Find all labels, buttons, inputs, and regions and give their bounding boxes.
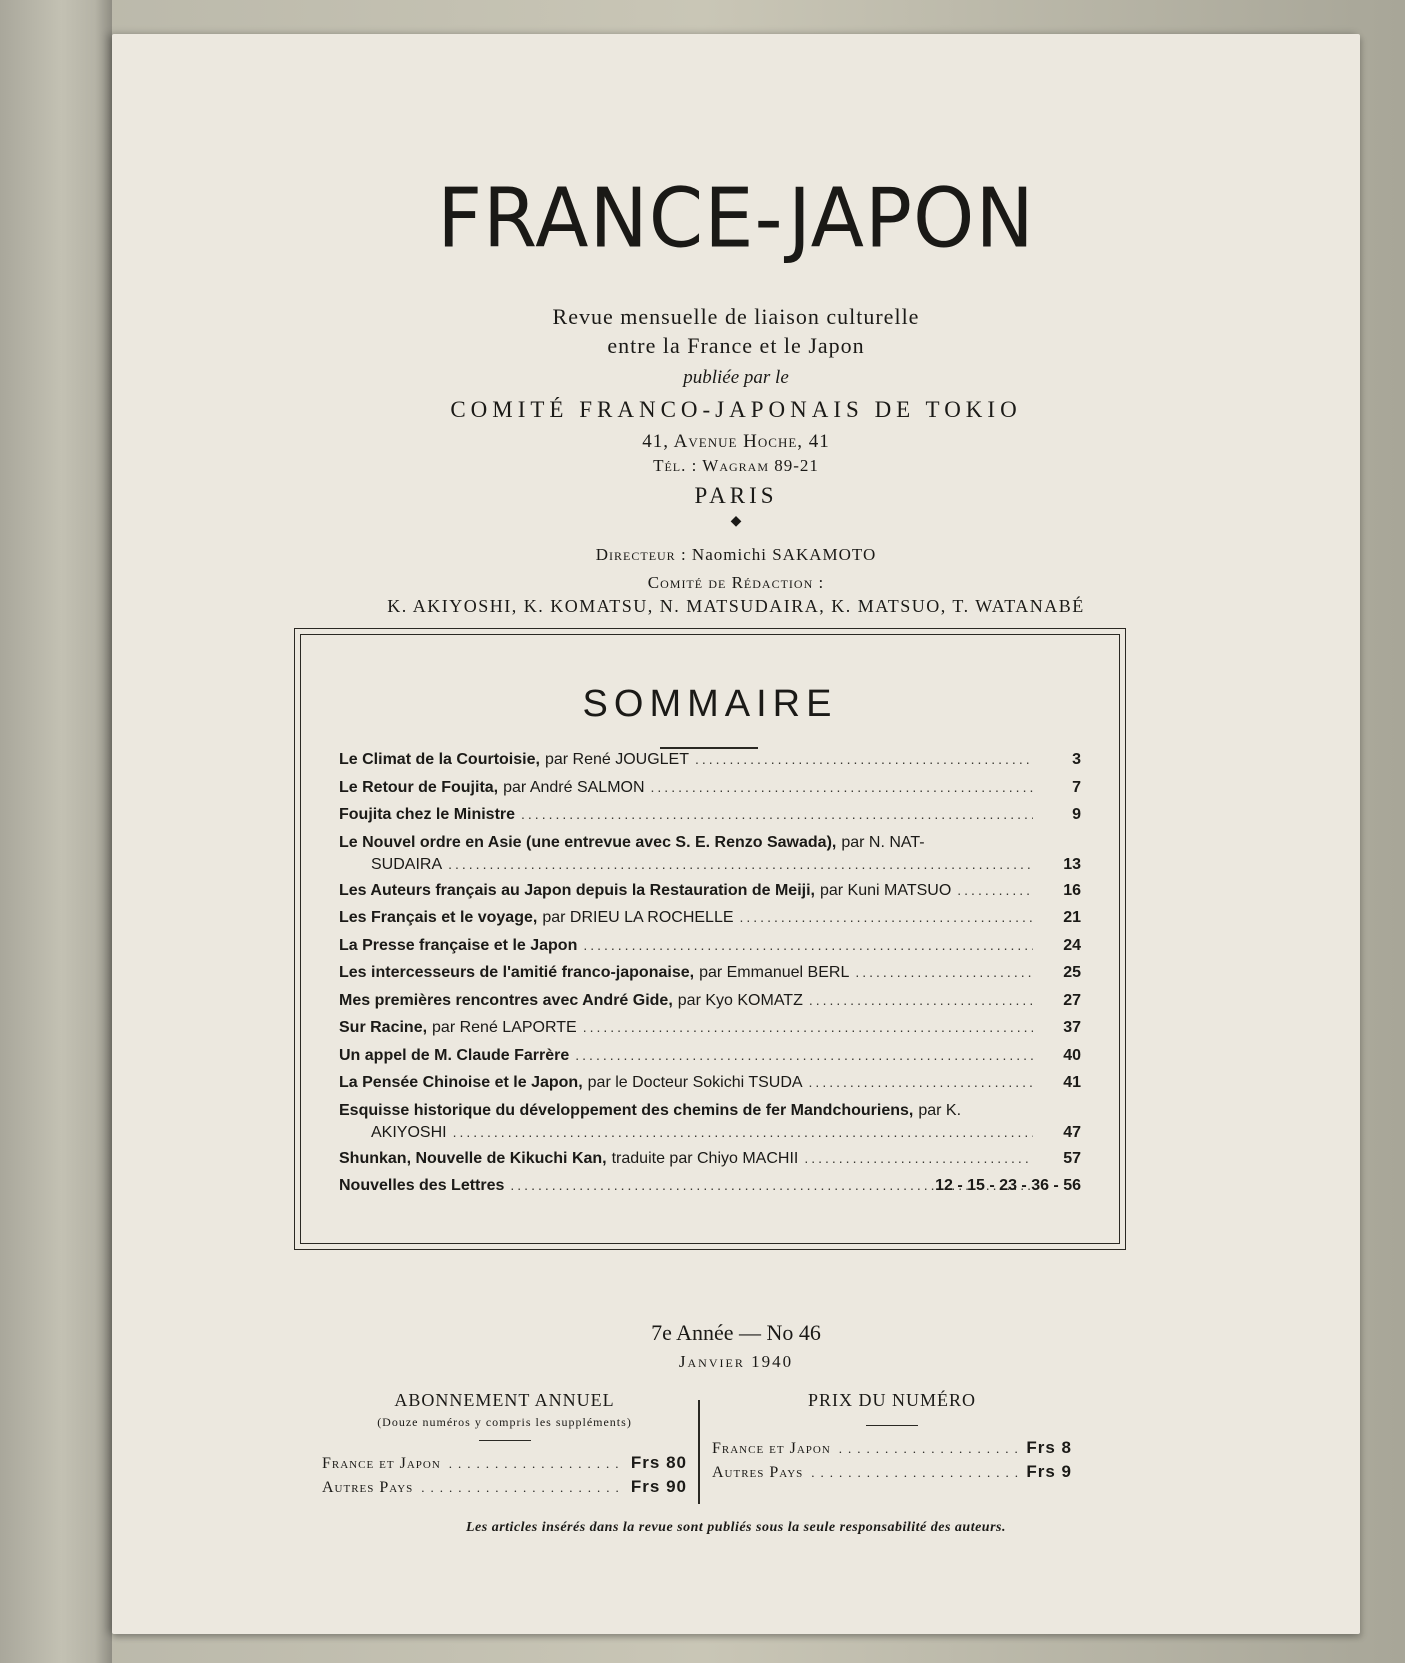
toc-entry-title: Un appel de M. Claude Farrère [339, 1046, 570, 1064]
leader-dots [740, 909, 1033, 925]
toc-entry [339, 1047, 1039, 1065]
subtitle-line-1: Revue mensuelle de liaison culturelle [552, 304, 920, 329]
toc-entry-continuation [371, 1124, 1039, 1142]
toc-entry-continuation-text: AKIYOSHI [371, 1123, 447, 1141]
annual-subscription [322, 1390, 687, 1497]
toc-entry-author: par DRIEU LA ROCHELLE [542, 909, 734, 926]
magazine-page [112, 34, 1360, 1634]
column-divider [698, 1400, 700, 1504]
toc-entry-author: par André SALMON [503, 778, 645, 796]
editorial-committee-label: Comité de Rédaction : [647, 573, 825, 592]
price-row [712, 1462, 1072, 1482]
subscription-note: (Douze numéros y compris les suppléments) [377, 1415, 632, 1429]
toc-entry-author: par Kyo KOMATZ [677, 991, 803, 1009]
city: PARIS [694, 483, 778, 508]
toc-entry-title: Foujita chez le Ministre [339, 806, 516, 823]
toc-entry-title: Les Français et le voyage, [339, 909, 538, 926]
toc-entry [339, 992, 1039, 1010]
toc-entry-page: 3 [1072, 751, 1081, 768]
diamond-ornament-icon: ◆ [730, 514, 742, 529]
masthead-title: FRANCE-JAPON [437, 171, 1035, 267]
published-by: publiée par le [683, 367, 789, 388]
toc-entry-author: par K. [918, 1101, 962, 1119]
magazine-spine [0, 0, 112, 1663]
toc-entry-page: 47 [1063, 1123, 1081, 1141]
director-label: Directeur : [595, 545, 687, 564]
single-issue-divider [866, 1425, 918, 1426]
leader-dots [583, 937, 1033, 953]
leader-dots [448, 856, 1033, 874]
toc-entry [339, 964, 1039, 982]
toc-entry-title: Le Climat de la Courtoisie, [339, 751, 540, 768]
toc-entry-author: par Kuni MATSUO [819, 881, 952, 899]
toc-entry-page: 57 [1063, 1149, 1081, 1167]
disclaimer: Les articles insérés dans la revue sont publiés sous la seule responsabilité des auteurs. [466, 1520, 1006, 1535]
subscription-heading: ABONNEMENT ANNUEL [394, 1390, 615, 1410]
single-issue-heading: PRIX DU NUMÉRO [807, 1390, 976, 1410]
leader-dots [453, 1124, 1033, 1142]
editorial-members: K. AKIYOSHI, K. KOMATSU, N. MATSUDAIRA, K. MATSUO, T. WATANABÉ [387, 596, 1085, 616]
toc-entry-page: 37 [1063, 1019, 1081, 1036]
toc-entry-title: Le Retour de Foujita, [339, 778, 499, 796]
leader-dots [695, 751, 1033, 767]
toc-entry [339, 806, 1039, 824]
price-label: France et Japon [322, 1455, 441, 1472]
price-label: Autres Pays [322, 1479, 414, 1496]
toc-entry-page: 12 - 15 - 23 - 36 - 56 [935, 1177, 1081, 1194]
toc-entry-continuation [371, 856, 1039, 874]
telephone: Tél. : Wagram 89-21 [653, 456, 819, 475]
toc-entry-page: 7 [1072, 778, 1081, 796]
subscription-divider [479, 1440, 531, 1441]
leader-dots [521, 806, 1033, 822]
toc-entry [339, 882, 1039, 900]
toc-entry-title: Les Auteurs français au Japon depuis la Restauration de Meiji, [339, 881, 815, 899]
toc-entry-page: 41 [1063, 1074, 1081, 1091]
toc-entry [339, 779, 1039, 797]
toc-entry-page: 40 [1063, 1046, 1081, 1064]
price-row [322, 1477, 687, 1497]
toc-entry-author: par le Docteur Sokichi TSUDA [587, 1074, 803, 1091]
toc-entry [339, 1019, 1039, 1037]
toc-entry-title: Mes premières rencontres avec André Gide, [339, 991, 673, 1009]
price-value: Frs 8 [1026, 1438, 1072, 1457]
leader-dots [421, 1480, 623, 1496]
toc-entry [339, 937, 1039, 955]
toc-entry-author: par Emmanuel BERL [699, 964, 850, 981]
toc-list [295, 629, 1125, 1249]
leader-dots [575, 1047, 1033, 1063]
toc-heading: SOMMAIRE [582, 683, 838, 725]
toc-entry-page: 24 [1063, 936, 1081, 954]
price-label: France et Japon [712, 1440, 831, 1457]
address: 41, Avenue Hoche, 41 [642, 431, 830, 452]
toc-entry [339, 1150, 1039, 1168]
toc-entry-page: 9 [1072, 806, 1081, 823]
leader-dots [651, 779, 1033, 795]
single-issue-price [712, 1390, 1072, 1482]
leader-dots [583, 1019, 1033, 1035]
toc-entry-author: par N. NAT- [841, 833, 925, 851]
price-label: Autres Pays [712, 1464, 804, 1481]
toc-entry-title: Le Nouvel ordre en Asie (une entrevue avec S. E. Renzo Sawada), [339, 833, 837, 851]
toc-entry-page: 16 [1063, 881, 1081, 899]
toc-entry-page: 13 [1063, 855, 1081, 873]
toc-entry [339, 1074, 1039, 1092]
director-name: Naomichi SAKAMOTO [691, 545, 877, 564]
leader-dots [839, 1441, 1019, 1457]
toc-entry [339, 1102, 1039, 1120]
toc-entry [339, 909, 1039, 927]
toc-entry-continuation-text: SUDAIRA [371, 855, 443, 873]
leader-dots [811, 1465, 1018, 1481]
price-row [712, 1438, 1072, 1458]
toc-entry-title: La Presse française et le Japon [339, 936, 578, 954]
toc-entry-author: par René JOUGLET [544, 751, 689, 768]
issue-number: 7e Année — No 46 [651, 1320, 821, 1345]
toc-entry-page: 25 [1063, 964, 1081, 981]
toc-entry-title: Esquisse historique du développement des chemins de fer Mandchouriens, [339, 1101, 914, 1119]
toc-entry-page: 27 [1063, 991, 1081, 1009]
toc-entry [339, 751, 1039, 769]
toc-entry-title: Sur Racine, [339, 1019, 428, 1036]
price-value: Frs 9 [1026, 1462, 1072, 1481]
toc-entry-author: par René LAPORTE [432, 1019, 577, 1036]
toc-entry-title: Nouvelles des Lettres [339, 1177, 505, 1194]
toc-entry-title: Shunkan, Nouvelle de Kikuchi Kan, [339, 1149, 607, 1167]
director-line [112, 545, 1360, 565]
toc-entry-title: La Pensée Chinoise et le Japon, [339, 1074, 583, 1091]
price-value: Frs 90 [630, 1477, 687, 1496]
table-of-contents [294, 628, 1126, 1250]
issue-date: Janvier 1940 [678, 1352, 794, 1371]
toc-entry-page: 21 [1063, 909, 1081, 926]
toc-entry-title: Les intercesseurs de l'amitié franco-japonaise, [339, 964, 695, 981]
price-row [322, 1453, 687, 1473]
committee-name: COMITÉ FRANCO-JAPONAIS DE TOKIO [450, 397, 1022, 422]
leader-dots [449, 1456, 623, 1472]
price-value: Frs 80 [630, 1453, 687, 1472]
toc-entry [339, 834, 1039, 852]
toc-entry-author: traduite par Chiyo MACHII [611, 1149, 799, 1167]
subtitle-line-2: entre la France et le Japon [607, 333, 865, 358]
